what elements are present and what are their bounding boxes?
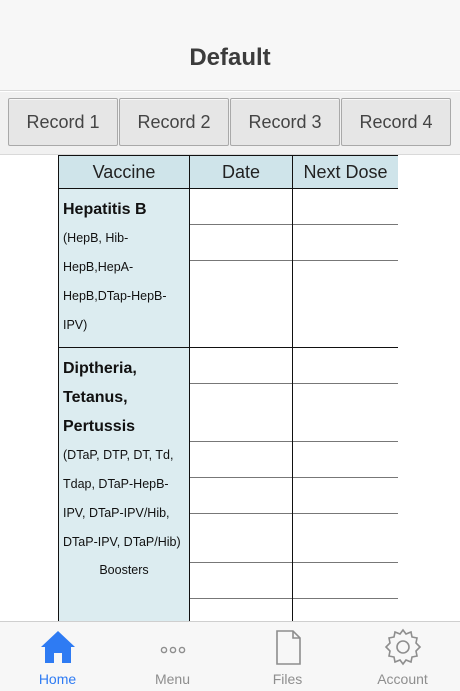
diptheria-name-line-2: Tetanus,	[63, 389, 128, 406]
diptheria-next-dose-cells[interactable]	[293, 348, 399, 622]
page-title: Default	[189, 44, 271, 71]
record-3-button[interactable]: Record 3	[230, 98, 340, 146]
date-entry[interactable]	[190, 514, 292, 563]
tab-home-label: Home	[38, 671, 77, 687]
hepatitis-b-line-1: (HepB, Hib-	[63, 231, 129, 245]
next-dose-entry[interactable]	[293, 514, 398, 563]
record-2-button[interactable]: Record 2	[119, 98, 229, 146]
diptheria-name-line-1: Diptheria,	[63, 360, 137, 377]
boosters-label: Boosters	[99, 563, 149, 577]
next-dose-entry[interactable]	[293, 261, 398, 347]
vaccine-column-header: Vaccine	[59, 156, 190, 189]
tab-home[interactable]	[0, 622, 115, 691]
date-entry[interactable]	[190, 189, 292, 225]
next-dose-entry[interactable]	[293, 384, 398, 442]
diptheria-line-2: Tdap, DTaP-HepB-	[63, 477, 169, 491]
diptheria-line-1: (DTaP, DTP, DT, Td,	[63, 448, 174, 462]
next-dose-entry[interactable]	[293, 563, 398, 599]
hepatitis-b-line-2: HepB,HepA-	[63, 260, 134, 274]
nav-bar	[0, 0, 460, 91]
next-dose-entry[interactable]	[293, 599, 398, 621]
tab-account[interactable]	[345, 622, 460, 691]
date-entry[interactable]	[190, 384, 292, 442]
hepatitis-b-line-4: IPV)	[63, 318, 88, 332]
next-dose-entry[interactable]	[293, 225, 398, 261]
next-dose-column-header: Next Dose	[293, 156, 399, 189]
next-dose-entry[interactable]	[293, 348, 398, 384]
date-entry[interactable]	[190, 442, 292, 478]
record-1-button[interactable]: Record 1	[8, 98, 118, 146]
date-entry[interactable]	[190, 261, 292, 347]
tab-menu-label: Menu	[154, 671, 191, 687]
diptheria-line-3: IPV, DTaP-IPV/Hib,	[63, 506, 170, 520]
files-icon	[269, 628, 307, 666]
diptheria-name-line-3: Pertussis	[63, 418, 136, 435]
hepatitis-b-name: Hepatitis B	[63, 201, 147, 218]
next-dose-entry[interactable]	[293, 478, 398, 514]
tab-account-label: Account	[377, 671, 428, 687]
date-entry[interactable]	[190, 599, 292, 621]
tab-files[interactable]	[230, 622, 345, 691]
tab-files-label: Files	[272, 671, 303, 687]
hepatitis-b-cell	[59, 189, 190, 348]
vaccine-table-sheet[interactable]	[58, 155, 398, 621]
date-column-header: Date	[190, 156, 293, 189]
record-4-button[interactable]: Record 4	[341, 98, 451, 146]
home-icon	[39, 628, 77, 666]
date-entry[interactable]	[190, 348, 292, 384]
hepatitis-b-next-dose-cells[interactable]	[293, 189, 399, 348]
next-dose-entry[interactable]	[293, 442, 398, 478]
diptheria-date-cells[interactable]	[190, 348, 293, 622]
record-selector	[0, 92, 460, 155]
hepatitis-b-line-3: HepB,DTap-HepB-	[63, 289, 167, 303]
diptheria-cell	[59, 348, 190, 622]
date-entry[interactable]	[190, 563, 292, 599]
date-entry[interactable]	[190, 478, 292, 514]
vaccine-table	[58, 155, 398, 621]
date-entry[interactable]	[190, 225, 292, 261]
tab-menu[interactable]	[115, 622, 230, 691]
tab-bar	[0, 621, 460, 691]
menu-dots-icon	[154, 628, 192, 666]
next-dose-entry[interactable]	[293, 189, 398, 225]
diptheria-line-4: DTaP-IPV, DTaP/Hib)	[63, 535, 181, 549]
hepatitis-b-date-cells[interactable]	[190, 189, 293, 348]
gear-icon	[384, 628, 422, 666]
